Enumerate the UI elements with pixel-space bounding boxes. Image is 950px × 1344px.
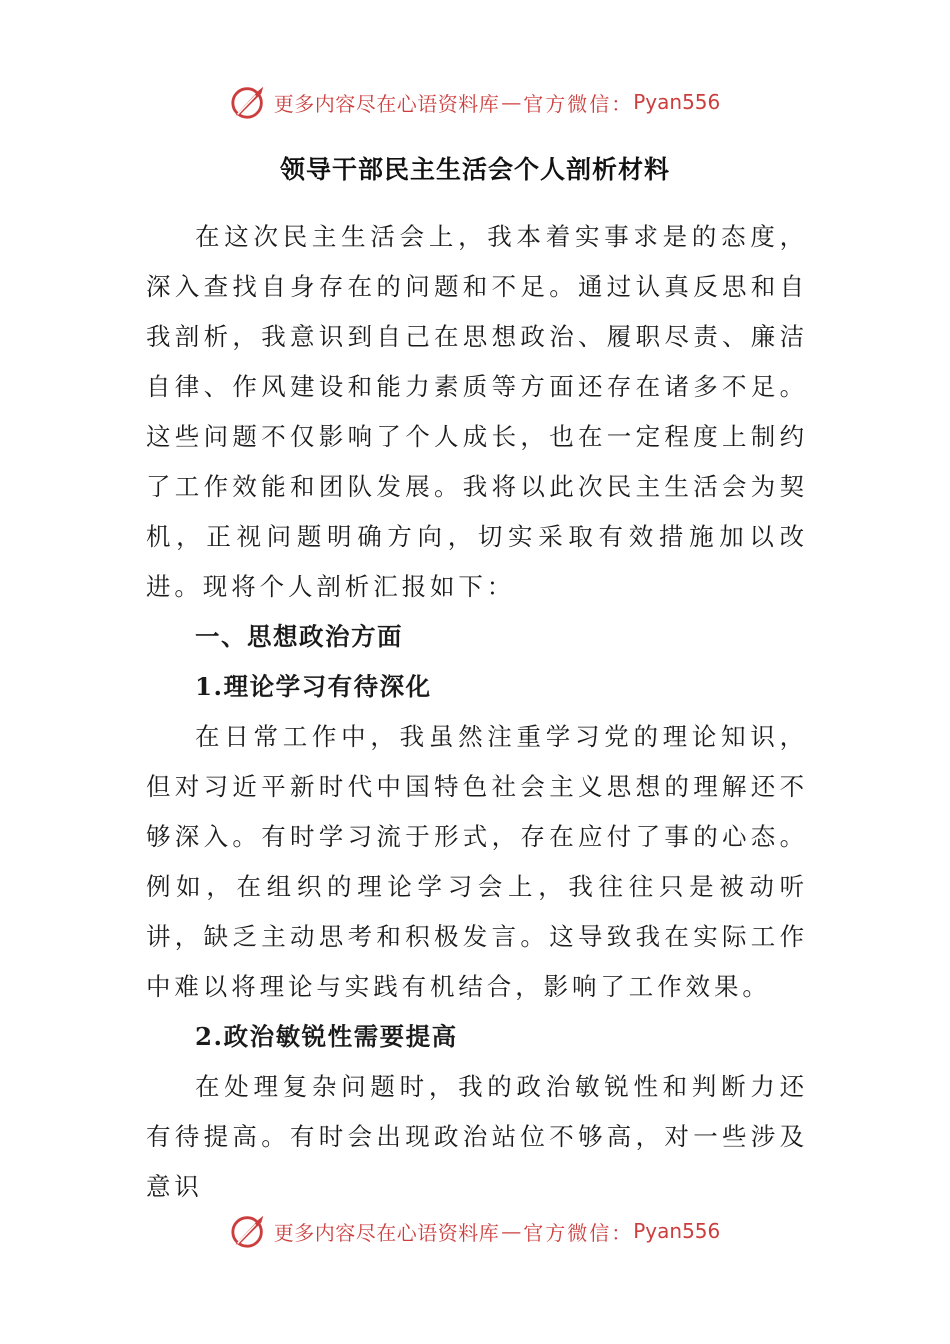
watermark-wechat-label: 官方微信： <box>523 91 634 116</box>
document-body <box>146 212 808 1212</box>
intro-paragraph: 在这次民主生活会上，我本着实事求是的态度，深入查找自身存在的问题和不足。通过认真反思和自我剖析，我意识到自己在思想政治、履职尽责、廉洁自律、作风建设和能力素质等方面还存在诸多不足。这些问题不仅影响了个人成长，也在一定程度上制约了工作效能和团队发展。我将以此次民主生活会为契机，正视问题明确方向，切实采取有效措施加以改进。现将个人剖析汇报如下： <box>146 222 808 601</box>
watermark-footer <box>0 1206 950 1256</box>
watermark-brand: 更多内容尽在心语资料库 <box>273 91 500 116</box>
subsection-heading: 1.理论学习有待深化 <box>195 672 432 701</box>
watermark-header <box>0 77 950 127</box>
watermark-dash: — <box>501 90 522 114</box>
subsection-paragraph: 在日常工作中，我虽然注重学习党的理论知识，但对习近平新时代中国特色社会主义思想的理解还不够深入。有时学习流于形式，存在应付了事的心态。例如，在组织的理论学习会上，我往往只是被动听讲，缺乏主动思考和积极发言。这导致我在实际工作中难以将理论与实践有机结合，影响了工作效果。 <box>146 722 808 1001</box>
quill-logo-icon <box>230 83 268 121</box>
watermark-wechat-id: Pyan556 <box>633 1219 721 1243</box>
subsection-heading: 2.政治敏锐性需要提高 <box>195 1022 458 1051</box>
quill-logo-icon <box>230 1212 268 1250</box>
watermark-brand: 更多内容尽在心语资料库 <box>273 1220 500 1245</box>
watermark-dash: — <box>501 1219 522 1243</box>
subsection-paragraph: 在处理复杂问题时，我的政治敏锐性和判断力还有待提高。有时会出现政治站位不够高，对一些涉及意识 <box>146 1072 808 1201</box>
document-title: 领导干部民主生活会个人剖析材料 <box>279 155 670 184</box>
watermark-wechat-label: 官方微信： <box>523 1220 634 1245</box>
section-heading: 一、思想政治方面 <box>195 622 403 651</box>
watermark-wechat-id: Pyan556 <box>633 90 721 114</box>
